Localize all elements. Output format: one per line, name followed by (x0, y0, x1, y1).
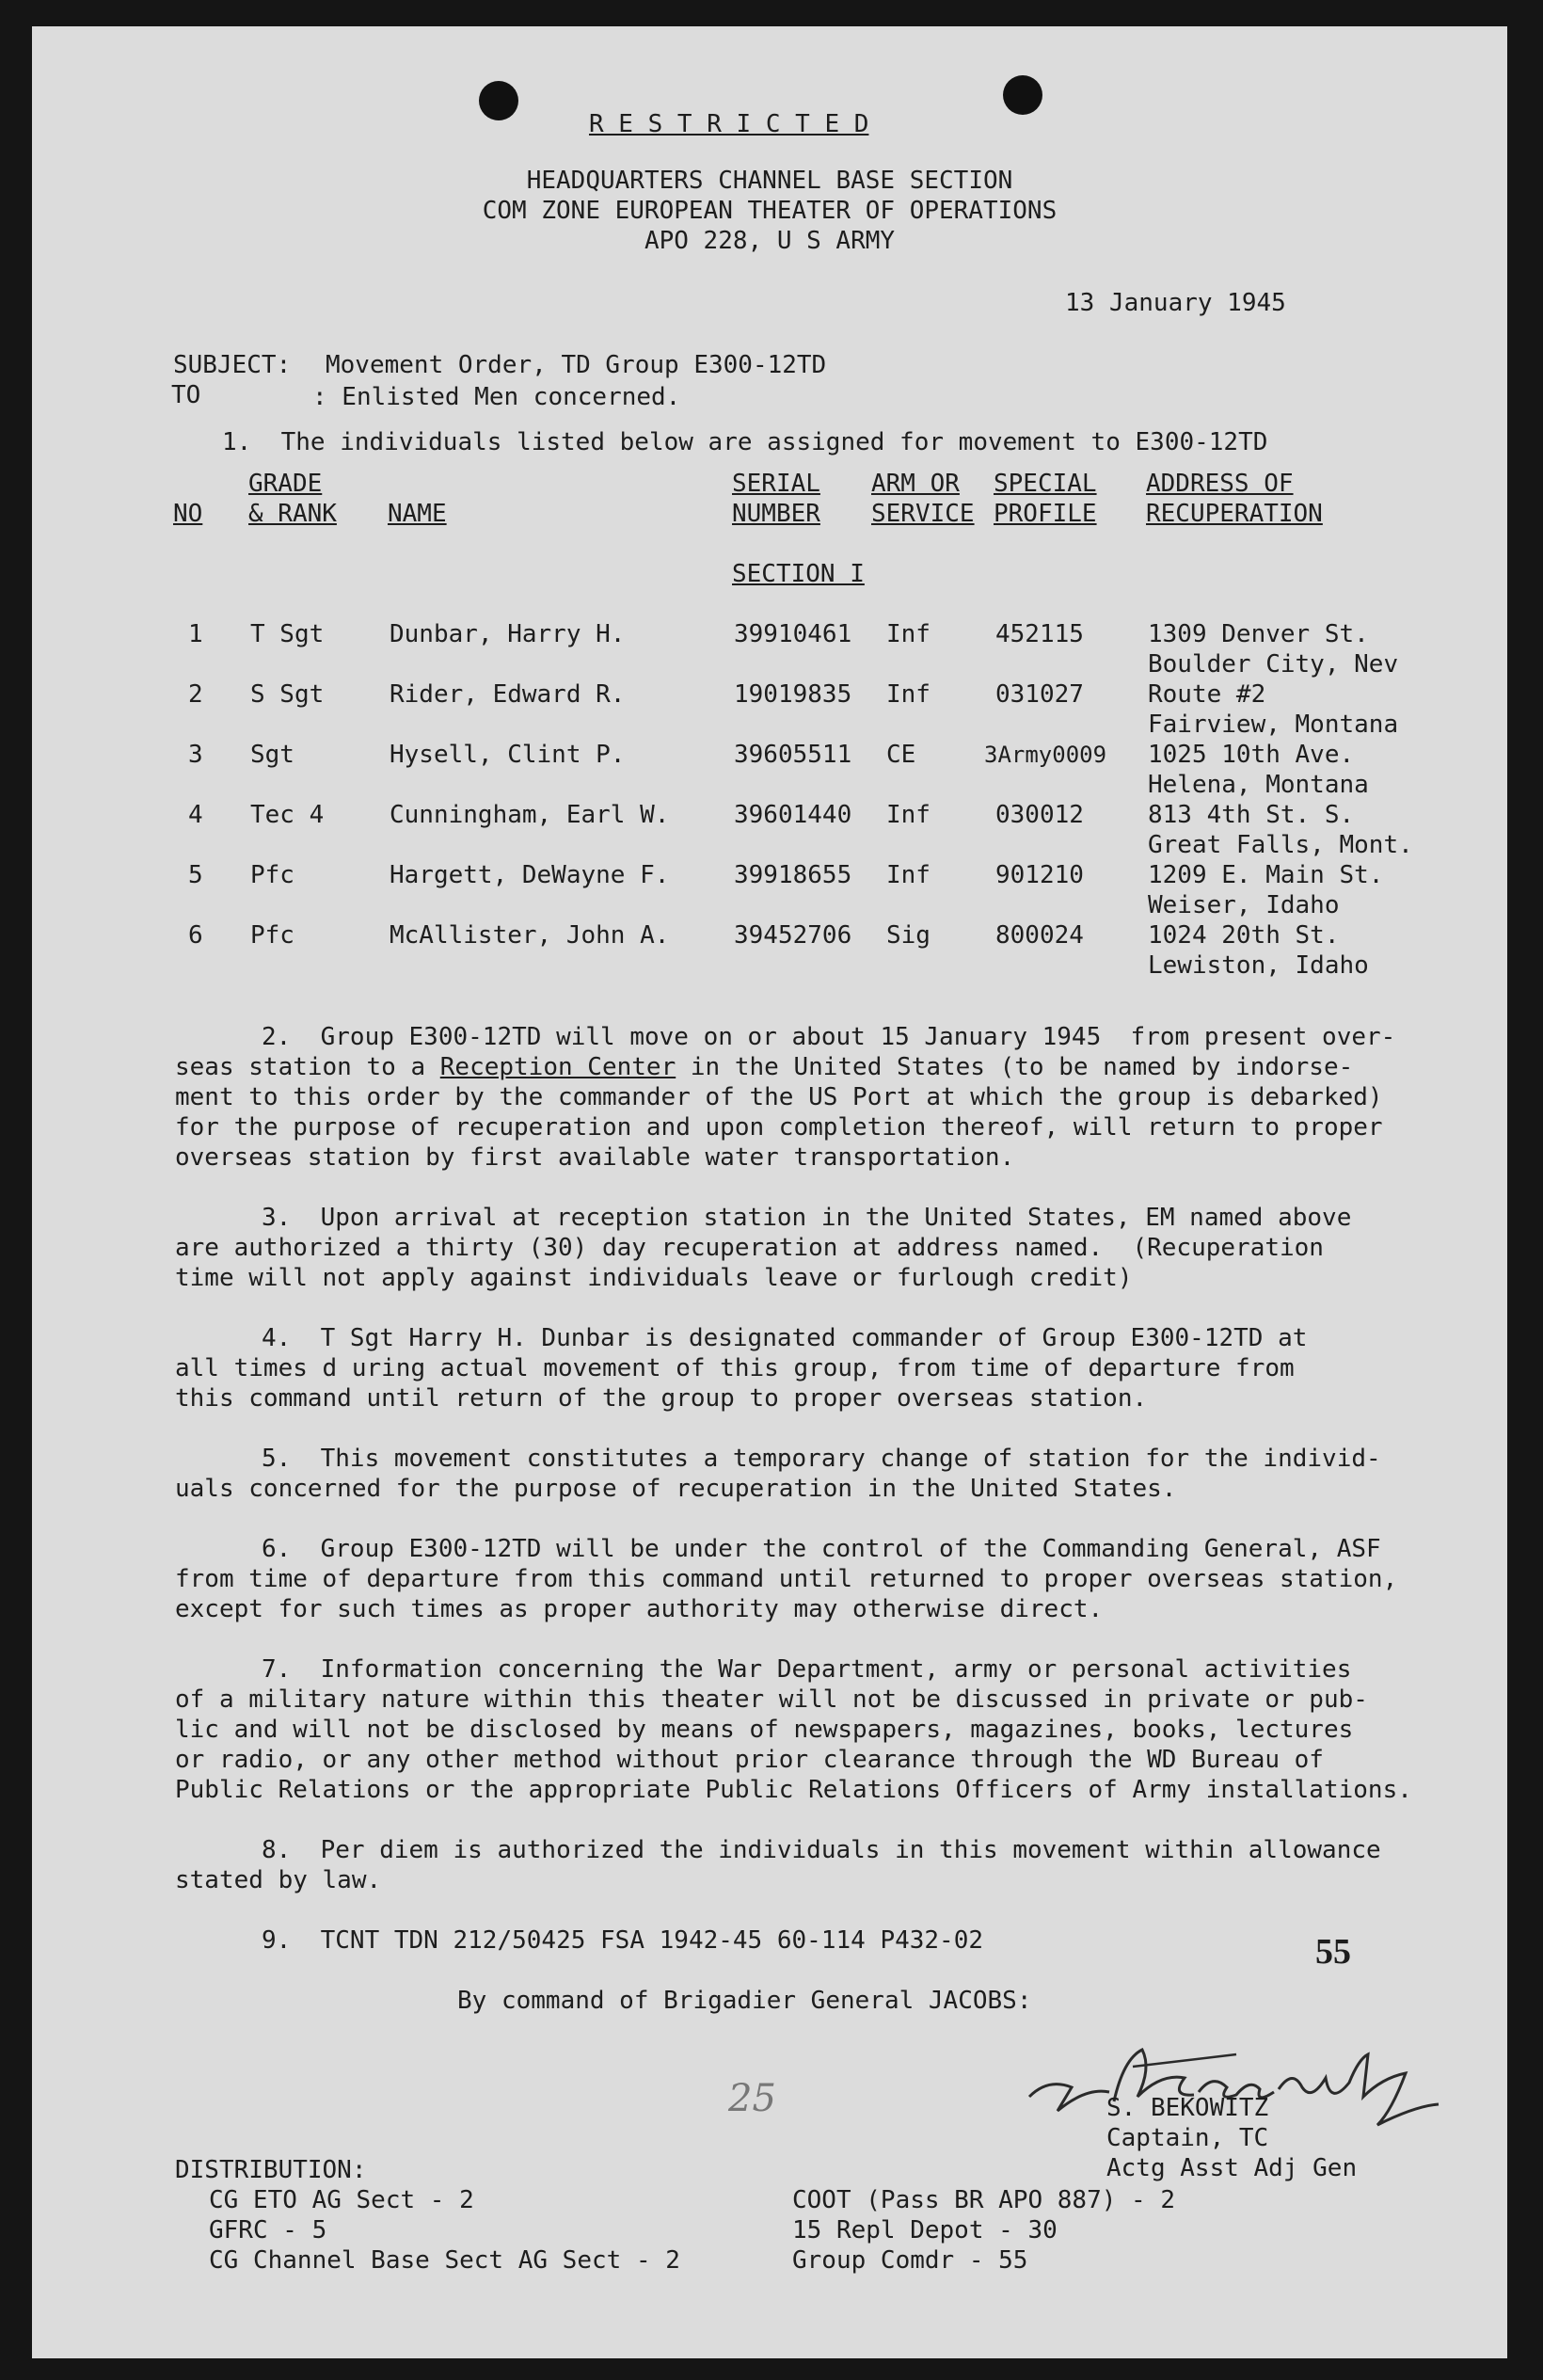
subject-text: Movement Order, TD Group E300-12TD (326, 351, 827, 379)
cell-serial: 39605511 (734, 741, 852, 769)
cell-name: McAllister, John A. (390, 921, 670, 950)
cell-name: Hysell, Clint P. (390, 741, 626, 769)
cell-serial: 19019835 (734, 680, 852, 709)
subject-label: SUBJECT: (173, 351, 292, 379)
cell-serial: 39910461 (734, 620, 852, 648)
cell-no: 6 (188, 921, 203, 950)
distribution-item: CG ETO AG Sect - 2 (209, 2186, 474, 2214)
paragraph-2-text: in the United States (to be named by indorse- (676, 1053, 1354, 1081)
paragraph-3-line: time will not apply against individuals leave or furlough credit) (175, 1264, 1133, 1292)
header-line-3: APO 228, U S ARMY (644, 227, 896, 255)
cell-profile: 452115 (995, 620, 1084, 648)
section-heading: SECTION I (732, 560, 865, 588)
cell-address-2: Helena, Montana (1148, 771, 1369, 799)
paragraph-8-line: 8. Per diem is authorized the individuals in this movement within allowance (262, 1836, 1381, 1864)
col-header-address-2: RECUPERATION (1146, 500, 1323, 528)
col-header-grade-1: GRADE (248, 470, 323, 498)
paragraph-3-line: 3. Upon arrival at reception station in the United States, EM named above (262, 1204, 1352, 1232)
cell-profile: 030012 (995, 801, 1084, 829)
cell-address-2: Boulder City, Nev (1148, 650, 1399, 679)
header-line-2: COM ZONE EUROPEAN THEATER OF OPERATIONS (482, 197, 1058, 225)
distribution-item: COOT (Pass BR APO 887) - 2 (792, 2186, 1175, 2214)
col-header-grade-2: & RANK (248, 500, 337, 528)
cell-name: Cunningham, Earl W. (390, 801, 670, 829)
signatory-rank: Captain, TC (1106, 2124, 1269, 2152)
cell-arm: Inf (886, 680, 931, 709)
cell-arm: Inf (886, 861, 931, 889)
paragraph-4-line: this command until return of the group to proper overseas station. (175, 1384, 1148, 1413)
cell-serial: 39452706 (734, 921, 852, 950)
distribution-item: CG Channel Base Sect AG Sect - 2 (209, 2246, 680, 2275)
paragraph-6-line: 6. Group E300-12TD will be under the control of the Commanding General, ASF (262, 1535, 1381, 1563)
paragraph-7-line: 7. Information concerning the War Department, army or personal activities (262, 1655, 1352, 1684)
closing-line: By command of Brigadier General JACOBS: (457, 1987, 1032, 2015)
paragraph-7-line: or radio, or any other method without prior clearance through the WD Bureau of (175, 1746, 1324, 1774)
page-number: 55 (1315, 1932, 1351, 1972)
paragraph-7-line: Public Relations or the appropriate Public Relations Officers of Army installations. (175, 1776, 1412, 1804)
distribution-item: 15 Repl Depot - 30 (792, 2216, 1058, 2244)
col-header-arm-2: SERVICE (871, 500, 975, 528)
paragraph-5-line: 5. This movement constitutes a temporary change of station for the individ- (262, 1445, 1381, 1473)
paragraph-4-line: all times d uring actual movement of this group, from time of departure from (175, 1354, 1295, 1382)
cell-address-2: Lewiston, Idaho (1148, 951, 1369, 980)
paragraph-7-line: lic and will not be disclosed by means of newspapers, magazines, books, lectures (175, 1716, 1354, 1744)
cell-address-1: 1025 10th Ave. (1148, 741, 1355, 769)
cell-arm: Inf (886, 620, 931, 648)
cell-no: 5 (188, 861, 203, 889)
handwritten-mark: 25 (728, 2077, 776, 2120)
classification-heading: R E S T R I C T E D (589, 110, 869, 138)
signatory-title: Actg Asst Adj Gen (1106, 2154, 1358, 2182)
cell-grade: Pfc (250, 861, 294, 889)
paragraph-2-line (175, 1052, 1353, 1082)
cell-profile: 901210 (995, 861, 1084, 889)
paragraph-7-line: of a military nature within this theater will not be discussed in private or pub- (175, 1685, 1368, 1714)
to-label: TO (171, 381, 201, 409)
cell-serial: 39601440 (734, 801, 852, 829)
paragraph-2-text: seas station to a (175, 1053, 440, 1081)
cell-no: 2 (188, 680, 203, 709)
cell-address-1: 1309 Denver St. (1148, 620, 1369, 648)
cell-profile: 800024 (995, 921, 1084, 950)
to-text: : Enlisted Men concerned. (312, 383, 681, 411)
col-header-name: NAME (388, 500, 447, 528)
cell-arm: Inf (886, 801, 931, 829)
cell-arm: CE (886, 741, 916, 769)
distribution-label: DISTRIBUTION: (175, 2156, 367, 2184)
col-header-serial-2: NUMBER (732, 500, 820, 528)
cell-serial: 39918655 (734, 861, 852, 889)
cell-address-2: Fairview, Montana (1148, 711, 1399, 739)
cell-address-1: 813 4th St. S. (1148, 801, 1355, 829)
col-header-address-1: ADDRESS OF (1146, 470, 1294, 498)
cell-no: 4 (188, 801, 203, 829)
paragraph-8-line: stated by law. (175, 1866, 382, 1894)
cell-grade: Sgt (250, 741, 294, 769)
col-header-profile-1: SPECIAL (994, 470, 1097, 498)
paragraph-2-line: 2. Group E300-12TD will move on or about 15 January 1945 from present over- (262, 1023, 1396, 1051)
cell-name: Hargett, DeWayne F. (390, 861, 670, 889)
paragraph-2-line: for the purpose of recuperation and upon completion thereof, will return to proper (175, 1113, 1383, 1142)
paragraph-9: 9. TCNT TDN 212/50425 FSA 1942-45 60-114 P432-02 (262, 1926, 984, 1955)
paragraph-2-line: overseas station by first available water transportation. (175, 1143, 1015, 1172)
document-page (32, 26, 1507, 2358)
cell-grade: Tec 4 (250, 801, 325, 829)
cell-address-2: Great Falls, Mont. (1148, 831, 1413, 859)
cell-arm: Sig (886, 921, 931, 950)
punch-hole-left (479, 81, 518, 120)
col-header-no: NO (173, 500, 203, 528)
paragraph-5-line: uals concerned for the purpose of recuperation in the United States. (175, 1475, 1177, 1503)
distribution-item: GFRC - 5 (209, 2216, 327, 2244)
col-header-serial-1: SERIAL (732, 470, 820, 498)
reception-center-term: Reception Center (439, 1053, 676, 1081)
paragraph-6-line: except for such times as proper authority may otherwise direct. (175, 1595, 1104, 1623)
col-header-profile-2: PROFILE (994, 500, 1097, 528)
cell-profile: 031027 (995, 680, 1084, 709)
paragraph-3-line: are authorized a thirty (30) day recuperation at address named. (Recuperation (175, 1234, 1324, 1262)
cell-grade: T Sgt (250, 620, 325, 648)
cell-no: 1 (188, 620, 203, 648)
cell-grade: Pfc (250, 921, 294, 950)
cell-profile: 3Army0009 (984, 742, 1107, 768)
paragraph-6-line: from time of departure from this command until returned to proper overseas station, (175, 1565, 1398, 1593)
cell-address-1: 1024 20th St. (1148, 921, 1340, 950)
cell-no: 3 (188, 741, 203, 769)
cell-address-2: Weiser, Idaho (1148, 891, 1340, 919)
cell-name: Rider, Edward R. (390, 680, 626, 709)
paragraph-1: 1. The individuals listed below are assigned for movement to E300-12TD (222, 428, 1268, 456)
cell-grade: S Sgt (250, 680, 325, 709)
cell-address-1: 1209 E. Main St. (1148, 861, 1384, 889)
cell-name: Dunbar, Harry H. (390, 620, 626, 648)
distribution-item: Group Comdr - 55 (792, 2246, 1028, 2275)
cell-address-1: Route #2 (1148, 680, 1266, 709)
punch-hole-right (1003, 75, 1042, 115)
col-header-arm-1: ARM OR (871, 470, 960, 498)
header-line-1: HEADQUARTERS CHANNEL BASE SECTION (526, 167, 1013, 195)
document-date: 13 January 1945 (1065, 289, 1286, 317)
paragraph-4-line: 4. T Sgt Harry H. Dunbar is designated commander of Group E300-12TD at (262, 1324, 1308, 1352)
signatory-name: S. BEKOWITZ (1106, 2094, 1269, 2122)
paragraph-2-line: ment to this order by the commander of the US Port at which the group is debarked) (175, 1083, 1383, 1111)
